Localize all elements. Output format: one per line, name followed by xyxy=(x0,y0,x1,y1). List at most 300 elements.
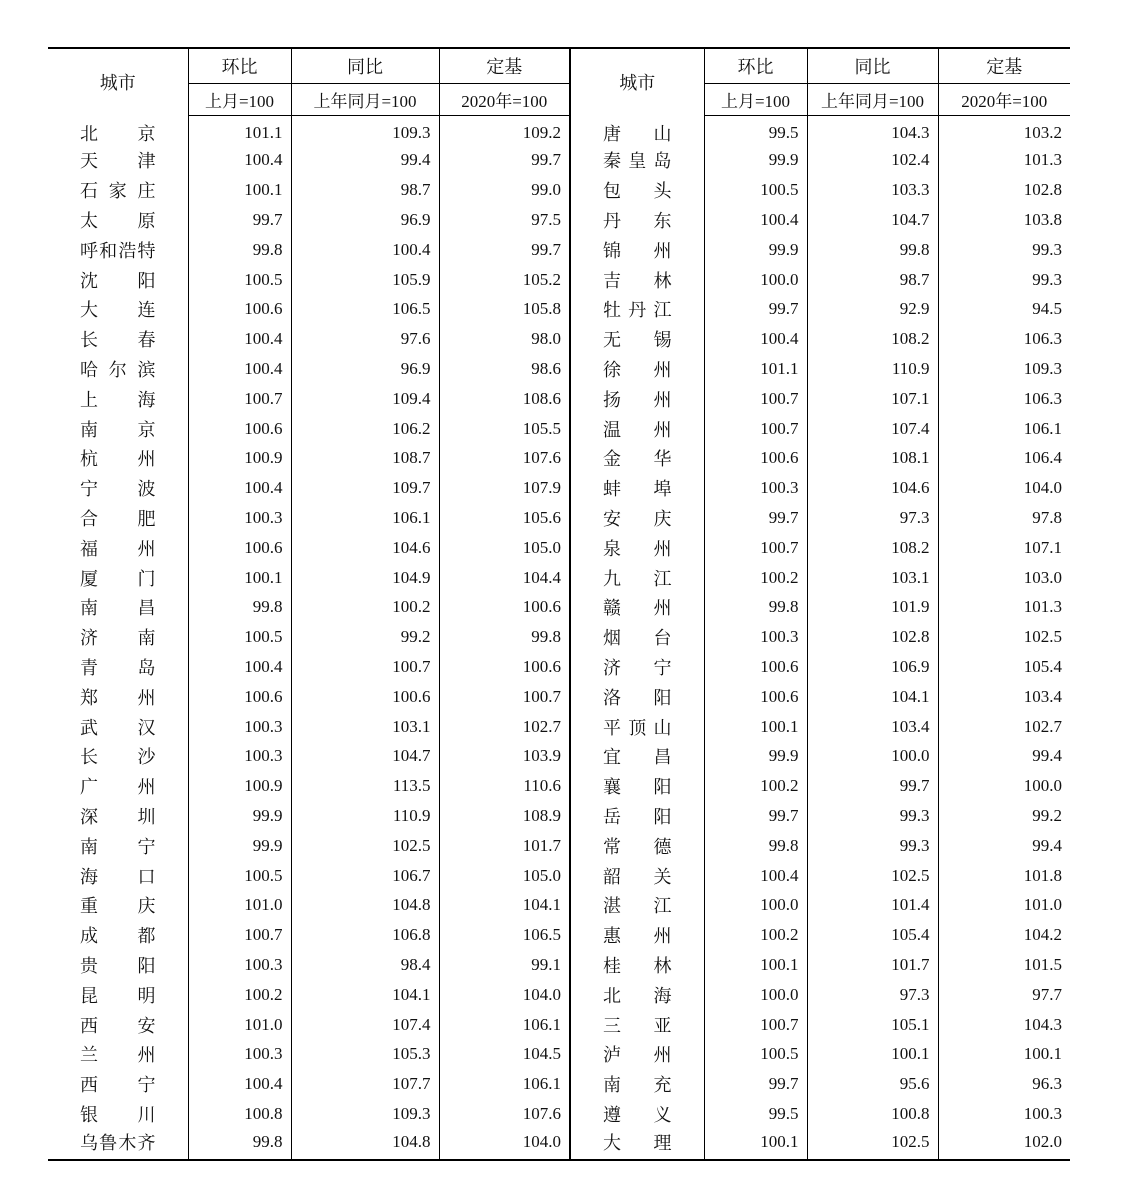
city-name-left: 上 海 xyxy=(80,389,156,411)
city-name-left: 西 宁 xyxy=(80,1075,156,1097)
city-name-left: 北 京 xyxy=(80,123,156,145)
yoy-value-right: 100.8 xyxy=(807,1099,938,1129)
city-name-left: 银 川 xyxy=(80,1104,156,1126)
mom-value-left: 100.5 xyxy=(188,861,291,891)
price-index-table xyxy=(48,47,1070,1161)
mom-value-right: 100.6 xyxy=(704,652,807,682)
mom-value-right: 100.0 xyxy=(704,265,807,295)
city-name-right: 九 江 xyxy=(570,563,704,593)
mom-value-right: 99.5 xyxy=(704,1099,807,1129)
city-name-right: 岳 阳 xyxy=(570,801,704,831)
base-value-left: 102.7 xyxy=(439,712,570,742)
base-value-left: 100.7 xyxy=(439,682,570,712)
base-value-right: 94.5 xyxy=(938,294,1070,324)
base-value-right: 106.4 xyxy=(938,443,1070,473)
city-name-left: 昆 明 xyxy=(80,985,156,1007)
base-value-right: 106.1 xyxy=(938,414,1070,444)
base-value-left: 105.0 xyxy=(439,533,570,563)
yoy-value-left: 109.3 xyxy=(291,1099,439,1129)
mom-value-left: 100.4 xyxy=(188,354,291,384)
mom-value-right: 100.2 xyxy=(704,920,807,950)
mom-value-left: 100.6 xyxy=(188,682,291,712)
mom-value-left: 99.8 xyxy=(188,235,291,265)
city-name-right: 扬 州 xyxy=(570,384,704,414)
yoy-value-left: 113.5 xyxy=(291,771,439,801)
city-name-right: 宜 昌 xyxy=(570,741,704,771)
table-row xyxy=(48,1010,1070,1040)
yoy-value-right: 104.7 xyxy=(807,205,938,235)
yoy-value-left: 96.9 xyxy=(291,354,439,384)
table-row xyxy=(48,294,1070,324)
base-value-left: 104.0 xyxy=(439,1129,570,1160)
base-value-left: 97.5 xyxy=(439,205,570,235)
yoy-value-right: 103.1 xyxy=(807,563,938,593)
mom-value-left: 101.1 xyxy=(188,116,291,146)
mom-value-left: 100.1 xyxy=(188,175,291,205)
yoy-value-left: 108.7 xyxy=(291,443,439,473)
mom-value-right: 100.5 xyxy=(704,1039,807,1069)
mom-value-right: 99.5 xyxy=(704,116,807,146)
yoy-value-left: 99.2 xyxy=(291,622,439,652)
yoy-value-left: 109.3 xyxy=(291,116,439,146)
city-name-right: 平顶山 xyxy=(570,712,704,742)
base-value-right: 104.2 xyxy=(938,920,1070,950)
mom-value-left: 100.6 xyxy=(188,414,291,444)
base-value-left: 100.6 xyxy=(439,592,570,622)
base-value-left: 104.4 xyxy=(439,563,570,593)
mom-value-left: 99.8 xyxy=(188,1129,291,1160)
yoy-value-right: 92.9 xyxy=(807,294,938,324)
mom-value-left: 100.3 xyxy=(188,741,291,771)
yoy-value-left: 105.9 xyxy=(291,265,439,295)
yoy-value-right: 99.3 xyxy=(807,831,938,861)
table-row xyxy=(48,861,1070,891)
mom-value-left: 100.4 xyxy=(188,146,291,176)
city-name-right: 包 头 xyxy=(570,175,704,205)
city-name-left: 大 连 xyxy=(80,300,156,322)
base-value-right: 101.8 xyxy=(938,861,1070,891)
mom-value-right: 99.9 xyxy=(704,235,807,265)
mom-value-right: 100.7 xyxy=(704,414,807,444)
yoy-value-left: 100.7 xyxy=(291,652,439,682)
yoy-value-left: 104.8 xyxy=(291,1129,439,1160)
table-row xyxy=(48,801,1070,831)
city-name-left: 长 沙 xyxy=(80,747,156,769)
yoy-value-left: 107.7 xyxy=(291,1069,439,1099)
city-name-left: 广 州 xyxy=(80,777,156,799)
mom-value-right: 100.2 xyxy=(704,563,807,593)
table-row xyxy=(48,324,1070,354)
base-value-left: 105.6 xyxy=(439,503,570,533)
yoy-value-right: 104.6 xyxy=(807,473,938,503)
city-name-left: 呼和浩特 xyxy=(80,240,156,262)
base-value-right: 102.5 xyxy=(938,622,1070,652)
table-row xyxy=(48,116,1070,146)
mom-value-left: 100.6 xyxy=(188,294,291,324)
base-value-right: 107.1 xyxy=(938,533,1070,563)
base-value-left: 98.0 xyxy=(439,324,570,354)
yoy-value-right: 110.9 xyxy=(807,354,938,384)
yoy-value-left: 107.4 xyxy=(291,1010,439,1040)
mom-value-left: 100.4 xyxy=(188,324,291,354)
yoy-value-left: 106.8 xyxy=(291,920,439,950)
city-name-right: 金 华 xyxy=(570,443,704,473)
mom-value-right: 99.7 xyxy=(704,1069,807,1099)
base-value-left: 104.1 xyxy=(439,890,570,920)
base-value-left: 105.0 xyxy=(439,861,570,891)
mom-value-left: 100.7 xyxy=(188,384,291,414)
base-value-right: 99.3 xyxy=(938,235,1070,265)
city-name-left: 成 都 xyxy=(80,926,156,948)
mom-value-left: 99.9 xyxy=(188,801,291,831)
yoy-value-right: 105.4 xyxy=(807,920,938,950)
header-city-right: 城市 xyxy=(570,48,704,116)
base-value-right: 99.4 xyxy=(938,741,1070,771)
yoy-value-right: 103.4 xyxy=(807,712,938,742)
mom-value-right: 100.0 xyxy=(704,890,807,920)
yoy-value-right: 95.6 xyxy=(807,1069,938,1099)
yoy-value-left: 106.2 xyxy=(291,414,439,444)
base-value-left: 99.7 xyxy=(439,146,570,176)
city-name-right: 烟 台 xyxy=(570,622,704,652)
mom-value-right: 99.7 xyxy=(704,801,807,831)
base-value-right: 97.7 xyxy=(938,980,1070,1010)
base-value-right: 104.3 xyxy=(938,1010,1070,1040)
base-value-right: 105.4 xyxy=(938,652,1070,682)
yoy-value-right: 108.2 xyxy=(807,533,938,563)
yoy-value-left: 100.4 xyxy=(291,235,439,265)
mom-value-right: 100.3 xyxy=(704,473,807,503)
city-name-right: 泸 州 xyxy=(570,1039,704,1069)
base-value-left: 99.0 xyxy=(439,175,570,205)
city-name-left: 乌鲁木齐 xyxy=(80,1132,156,1154)
header-mom-sub-right: 上月=100 xyxy=(704,84,807,116)
table-row xyxy=(48,533,1070,563)
table-row xyxy=(48,473,1070,503)
mom-value-right: 100.4 xyxy=(704,205,807,235)
yoy-value-right: 104.3 xyxy=(807,116,938,146)
city-name-left: 郑 州 xyxy=(80,687,156,709)
base-value-left: 99.8 xyxy=(439,622,570,652)
base-value-left: 101.7 xyxy=(439,831,570,861)
yoy-value-right: 106.9 xyxy=(807,652,938,682)
base-value-right: 103.8 xyxy=(938,205,1070,235)
city-name-left: 沈 阳 xyxy=(80,270,156,292)
city-name-left: 合 肥 xyxy=(80,508,156,530)
base-value-left: 99.1 xyxy=(439,950,570,980)
yoy-value-right: 100.0 xyxy=(807,741,938,771)
table-row xyxy=(48,741,1070,771)
city-name-right: 锦 州 xyxy=(570,235,704,265)
yoy-value-left: 104.7 xyxy=(291,741,439,771)
city-name-left: 天 津 xyxy=(80,151,156,173)
base-value-left: 105.8 xyxy=(439,294,570,324)
base-value-left: 107.6 xyxy=(439,443,570,473)
mom-value-left: 100.3 xyxy=(188,712,291,742)
mom-value-right: 100.7 xyxy=(704,1010,807,1040)
base-value-left: 104.5 xyxy=(439,1039,570,1069)
yoy-value-right: 97.3 xyxy=(807,980,938,1010)
yoy-value-left: 105.3 xyxy=(291,1039,439,1069)
table-row xyxy=(48,354,1070,384)
yoy-value-right: 108.2 xyxy=(807,324,938,354)
city-name-right: 洛 阳 xyxy=(570,682,704,712)
mom-value-right: 100.1 xyxy=(704,1129,807,1160)
yoy-value-right: 97.3 xyxy=(807,503,938,533)
city-name-left: 南 昌 xyxy=(80,598,156,620)
table-row xyxy=(48,712,1070,742)
yoy-value-left: 106.7 xyxy=(291,861,439,891)
table-row xyxy=(48,1129,1070,1160)
table-row xyxy=(48,771,1070,801)
yoy-value-left: 102.5 xyxy=(291,831,439,861)
city-name-right: 赣 州 xyxy=(570,592,704,622)
base-value-right: 100.0 xyxy=(938,771,1070,801)
base-value-right: 99.4 xyxy=(938,831,1070,861)
base-value-left: 107.6 xyxy=(439,1099,570,1129)
base-value-right: 100.1 xyxy=(938,1039,1070,1069)
city-name-right: 牡丹江 xyxy=(570,294,704,324)
base-value-right: 97.8 xyxy=(938,503,1070,533)
base-value-left: 100.6 xyxy=(439,652,570,682)
yoy-value-left: 96.9 xyxy=(291,205,439,235)
header-base-left: 定基 xyxy=(439,48,570,84)
city-name-left: 海 口 xyxy=(80,866,156,888)
yoy-value-right: 101.4 xyxy=(807,890,938,920)
mom-value-right: 100.7 xyxy=(704,384,807,414)
city-name-right: 秦皇岛 xyxy=(570,146,704,176)
table-row xyxy=(48,831,1070,861)
table-row xyxy=(48,384,1070,414)
header-yoy-right: 同比 xyxy=(807,48,938,84)
base-value-right: 103.0 xyxy=(938,563,1070,593)
mom-value-right: 99.9 xyxy=(704,146,807,176)
yoy-value-right: 98.7 xyxy=(807,265,938,295)
city-name-left: 哈尔滨 xyxy=(80,359,156,381)
mom-value-left: 100.5 xyxy=(188,265,291,295)
mom-value-left: 100.9 xyxy=(188,771,291,801)
yoy-value-right: 105.1 xyxy=(807,1010,938,1040)
base-value-right: 106.3 xyxy=(938,324,1070,354)
mom-value-left: 100.3 xyxy=(188,950,291,980)
table-row xyxy=(48,414,1070,444)
yoy-value-right: 99.8 xyxy=(807,235,938,265)
mom-value-left: 99.8 xyxy=(188,592,291,622)
mom-value-left: 99.7 xyxy=(188,205,291,235)
city-name-right: 惠 州 xyxy=(570,920,704,950)
city-name-right: 南 充 xyxy=(570,1069,704,1099)
table-header xyxy=(48,48,1070,116)
base-value-right: 96.3 xyxy=(938,1069,1070,1099)
header-city-left: 城市 xyxy=(99,73,136,95)
table-row xyxy=(48,652,1070,682)
city-name-right: 泉 州 xyxy=(570,533,704,563)
header-base-sub-right: 2020年=100 xyxy=(938,84,1070,116)
table-row xyxy=(48,592,1070,622)
yoy-value-left: 104.8 xyxy=(291,890,439,920)
city-name-right: 丹 东 xyxy=(570,205,704,235)
city-name-right: 北 海 xyxy=(570,980,704,1010)
mom-value-left: 100.3 xyxy=(188,503,291,533)
header-mom-left: 环比 xyxy=(188,48,291,84)
base-value-left: 110.6 xyxy=(439,771,570,801)
mom-value-left: 100.3 xyxy=(188,1039,291,1069)
yoy-value-right: 104.1 xyxy=(807,682,938,712)
base-value-left: 105.2 xyxy=(439,265,570,295)
city-name-left: 青 岛 xyxy=(80,657,156,679)
table-row xyxy=(48,503,1070,533)
table-row xyxy=(48,622,1070,652)
yoy-value-left: 97.6 xyxy=(291,324,439,354)
city-name-right: 无 锡 xyxy=(570,324,704,354)
mom-value-right: 101.1 xyxy=(704,354,807,384)
header-yoy-sub-right: 上年同月=100 xyxy=(807,84,938,116)
base-value-right: 101.3 xyxy=(938,146,1070,176)
city-name-left: 西 安 xyxy=(80,1015,156,1037)
mom-value-left: 100.8 xyxy=(188,1099,291,1129)
city-name-left: 太 原 xyxy=(80,210,156,232)
mom-value-left: 100.9 xyxy=(188,443,291,473)
city-name-right: 襄 阳 xyxy=(570,771,704,801)
yoy-value-right: 107.4 xyxy=(807,414,938,444)
table-row xyxy=(48,682,1070,712)
city-name-right: 蚌 埠 xyxy=(570,473,704,503)
city-name-left: 石家庄 xyxy=(80,181,156,203)
yoy-value-right: 102.8 xyxy=(807,622,938,652)
city-name-right: 唐 山 xyxy=(570,116,704,146)
mom-value-right: 100.7 xyxy=(704,533,807,563)
mom-value-left: 100.7 xyxy=(188,920,291,950)
table-row xyxy=(48,443,1070,473)
mom-value-left: 100.2 xyxy=(188,980,291,1010)
city-name-left: 南 京 xyxy=(80,419,156,441)
mom-value-right: 99.9 xyxy=(704,741,807,771)
base-value-right: 103.2 xyxy=(938,116,1070,146)
city-name-right: 济 宁 xyxy=(570,652,704,682)
mom-value-left: 100.1 xyxy=(188,563,291,593)
yoy-value-left: 104.1 xyxy=(291,980,439,1010)
yoy-value-left: 100.6 xyxy=(291,682,439,712)
city-name-right: 韶 关 xyxy=(570,861,704,891)
header-base-sub-left: 2020年=100 xyxy=(439,84,570,116)
base-value-left: 108.6 xyxy=(439,384,570,414)
table-row xyxy=(48,980,1070,1010)
yoy-value-left: 100.2 xyxy=(291,592,439,622)
table-row xyxy=(48,950,1070,980)
yoy-value-right: 108.1 xyxy=(807,443,938,473)
base-value-left: 108.9 xyxy=(439,801,570,831)
table-row xyxy=(48,563,1070,593)
mom-value-right: 100.4 xyxy=(704,324,807,354)
mom-value-left: 101.0 xyxy=(188,890,291,920)
yoy-value-left: 98.7 xyxy=(291,175,439,205)
mom-value-right: 100.2 xyxy=(704,771,807,801)
base-value-right: 100.3 xyxy=(938,1099,1070,1129)
mom-value-right: 99.7 xyxy=(704,503,807,533)
mom-value-left: 100.4 xyxy=(188,652,291,682)
mom-value-right: 100.6 xyxy=(704,443,807,473)
yoy-value-right: 99.3 xyxy=(807,801,938,831)
city-name-left: 福 州 xyxy=(80,538,156,560)
yoy-value-right: 103.3 xyxy=(807,175,938,205)
city-name-left: 南 宁 xyxy=(80,836,156,858)
table-row xyxy=(48,146,1070,176)
base-value-left: 105.5 xyxy=(439,414,570,444)
table-row xyxy=(48,920,1070,950)
base-value-left: 103.9 xyxy=(439,741,570,771)
yoy-value-right: 101.7 xyxy=(807,950,938,980)
mom-value-right: 100.3 xyxy=(704,622,807,652)
yoy-value-left: 109.4 xyxy=(291,384,439,414)
mom-value-left: 100.4 xyxy=(188,473,291,503)
yoy-value-right: 99.7 xyxy=(807,771,938,801)
base-value-right: 102.7 xyxy=(938,712,1070,742)
table-row xyxy=(48,1039,1070,1069)
header-mom-sub-left: 上月=100 xyxy=(188,84,291,116)
mom-value-right: 100.1 xyxy=(704,950,807,980)
mom-value-left: 99.9 xyxy=(188,831,291,861)
city-name-right: 常 德 xyxy=(570,831,704,861)
table-row xyxy=(48,265,1070,295)
city-name-right: 温 州 xyxy=(570,414,704,444)
base-value-right: 106.3 xyxy=(938,384,1070,414)
base-value-right: 104.0 xyxy=(938,473,1070,503)
yoy-value-left: 104.9 xyxy=(291,563,439,593)
city-name-right: 桂 林 xyxy=(570,950,704,980)
base-value-left: 109.2 xyxy=(439,116,570,146)
base-value-left: 106.1 xyxy=(439,1069,570,1099)
city-name-right: 遵 义 xyxy=(570,1099,704,1129)
yoy-value-right: 107.1 xyxy=(807,384,938,414)
yoy-value-left: 110.9 xyxy=(291,801,439,831)
mom-value-right: 99.8 xyxy=(704,592,807,622)
base-value-right: 102.0 xyxy=(938,1129,1070,1160)
city-name-right: 三 亚 xyxy=(570,1010,704,1040)
mom-value-right: 100.0 xyxy=(704,980,807,1010)
city-name-left: 贵 阳 xyxy=(80,955,156,977)
price-index-table-container xyxy=(48,47,1070,1161)
mom-value-left: 100.5 xyxy=(188,622,291,652)
base-value-left: 107.9 xyxy=(439,473,570,503)
yoy-value-right: 101.9 xyxy=(807,592,938,622)
table-row xyxy=(48,890,1070,920)
table-body xyxy=(48,116,1070,1160)
mom-value-right: 100.5 xyxy=(704,175,807,205)
base-value-left: 106.1 xyxy=(439,1010,570,1040)
yoy-value-left: 106.1 xyxy=(291,503,439,533)
mom-value-right: 99.7 xyxy=(704,294,807,324)
mom-value-right: 99.8 xyxy=(704,831,807,861)
city-name-right: 徐 州 xyxy=(570,354,704,384)
city-name-right: 大 理 xyxy=(570,1129,704,1160)
city-name-left: 济 南 xyxy=(80,628,156,650)
header-base-right: 定基 xyxy=(938,48,1070,84)
city-name-left: 长 春 xyxy=(80,330,156,352)
base-value-right: 101.0 xyxy=(938,890,1070,920)
city-name-left: 宁 波 xyxy=(80,479,156,501)
mom-value-left: 100.6 xyxy=(188,533,291,563)
base-value-left: 99.7 xyxy=(439,235,570,265)
city-name-left: 武 汉 xyxy=(80,717,156,739)
base-value-left: 104.0 xyxy=(439,980,570,1010)
yoy-value-left: 99.4 xyxy=(291,146,439,176)
yoy-value-left: 98.4 xyxy=(291,950,439,980)
base-value-right: 102.8 xyxy=(938,175,1070,205)
table-row xyxy=(48,205,1070,235)
table-row xyxy=(48,235,1070,265)
base-value-right: 109.3 xyxy=(938,354,1070,384)
yoy-value-right: 100.1 xyxy=(807,1039,938,1069)
